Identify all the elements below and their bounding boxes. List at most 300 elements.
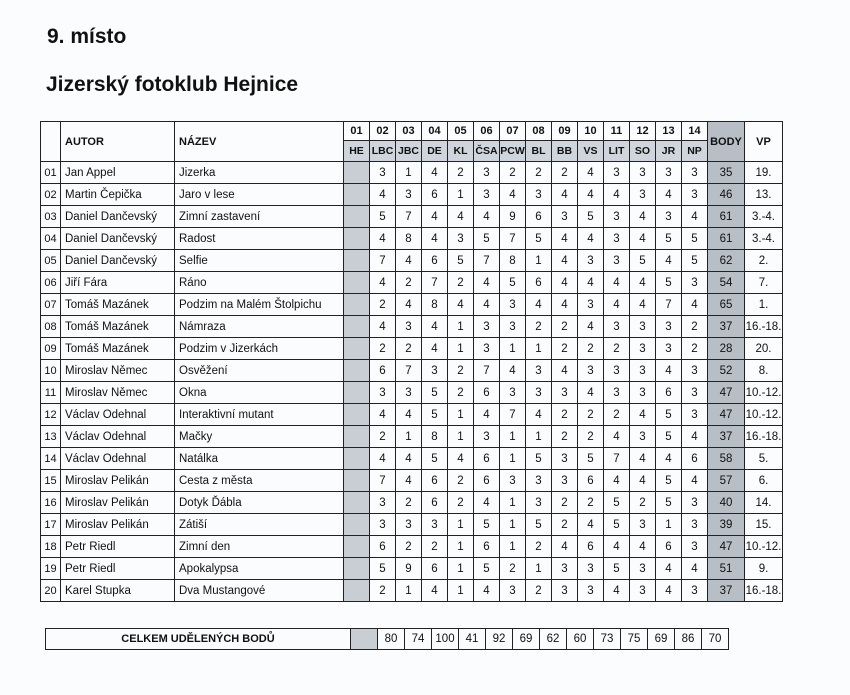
- score-cell: 1: [448, 338, 474, 360]
- judge-code: JBC: [396, 141, 422, 162]
- score-cell: 4: [656, 580, 682, 602]
- score-cell: 4: [370, 272, 396, 294]
- he-score-cell: [344, 470, 370, 492]
- score-cell: 3: [630, 558, 656, 580]
- score-cell: 6: [370, 360, 396, 382]
- score-cell: 6: [682, 448, 708, 470]
- vp-cell: 13.: [745, 184, 783, 206]
- vp-cell: 1.: [745, 294, 783, 316]
- score-cell: 1: [656, 514, 682, 536]
- total-value-cell: 80: [378, 629, 405, 650]
- body-cell: 51: [708, 558, 745, 580]
- score-cell: 3: [682, 272, 708, 294]
- he-score-cell: [344, 338, 370, 360]
- score-cell: 3: [682, 514, 708, 536]
- judge-number: 03: [396, 122, 422, 141]
- score-cell: 5: [422, 448, 448, 470]
- table-row: [41, 184, 783, 206]
- vp-cell: 15.: [745, 514, 783, 536]
- score-cell: 4: [474, 294, 500, 316]
- body-cell: 61: [708, 206, 745, 228]
- score-cell: 3: [552, 580, 578, 602]
- score-cell: 7: [370, 250, 396, 272]
- score-cell: 4: [578, 228, 604, 250]
- score-cell: 2: [396, 272, 422, 294]
- score-cell: 2: [578, 338, 604, 360]
- score-cell: 5: [578, 206, 604, 228]
- score-cell: 3: [474, 162, 500, 184]
- score-cell: 4: [578, 272, 604, 294]
- score-cell: 2: [552, 338, 578, 360]
- judge-number: 07: [500, 122, 526, 141]
- score-cell: 1: [448, 184, 474, 206]
- score-cell: 1: [448, 426, 474, 448]
- vp-cell: 10.-12.: [745, 536, 783, 558]
- body-cell: 39: [708, 514, 745, 536]
- score-cell: 1: [448, 316, 474, 338]
- score-cell: 2: [422, 536, 448, 558]
- he-score-cell: [344, 360, 370, 382]
- score-cell: 1: [448, 404, 474, 426]
- score-cell: 1: [500, 514, 526, 536]
- score-cell: 3: [370, 162, 396, 184]
- score-cell: 3: [552, 206, 578, 228]
- score-cell: 4: [552, 228, 578, 250]
- score-cell: 2: [552, 316, 578, 338]
- body-cell: 58: [708, 448, 745, 470]
- score-cell: 7: [370, 470, 396, 492]
- judge-code: BL: [526, 141, 552, 162]
- he-score-cell: [344, 228, 370, 250]
- he-score-cell: [344, 316, 370, 338]
- score-cell: 3: [500, 316, 526, 338]
- body-cell: 61: [708, 228, 745, 250]
- score-cell: 8: [396, 228, 422, 250]
- author-cell: Václav Odehnal: [61, 448, 175, 470]
- score-cell: 4: [474, 272, 500, 294]
- title-cell: Mačky: [175, 426, 344, 448]
- judge-number: 04: [422, 122, 448, 141]
- title-cell: Jaro v lese: [175, 184, 344, 206]
- score-cell: 3: [682, 382, 708, 404]
- score-cell: 5: [448, 250, 474, 272]
- judge-code: PCW: [500, 141, 526, 162]
- score-cell: 4: [630, 448, 656, 470]
- score-cell: 5: [682, 250, 708, 272]
- row-index: 16: [41, 492, 61, 514]
- score-cell: 6: [422, 250, 448, 272]
- title-cell: Cesta z města: [175, 470, 344, 492]
- score-cell: 2: [526, 580, 552, 602]
- score-cell: 5: [656, 228, 682, 250]
- score-cell: 3: [604, 162, 630, 184]
- score-cell: 2: [448, 272, 474, 294]
- author-cell: Tomáš Mazánek: [61, 294, 175, 316]
- score-cell: 7: [422, 272, 448, 294]
- author-cell: Jiří Fára: [61, 272, 175, 294]
- score-cell: 1: [396, 580, 422, 602]
- author-cell: Petr Riedl: [61, 558, 175, 580]
- score-cell: 4: [422, 338, 448, 360]
- score-cell: 1: [500, 536, 526, 558]
- score-cell: 5: [526, 514, 552, 536]
- score-cell: 4: [474, 580, 500, 602]
- score-cell: 3: [604, 206, 630, 228]
- score-cell: 4: [578, 162, 604, 184]
- author-cell: Tomáš Mazánek: [61, 316, 175, 338]
- score-cell: 4: [630, 536, 656, 558]
- score-cell: 5: [604, 558, 630, 580]
- title-cell: Natálka: [175, 448, 344, 470]
- score-cell: 3: [526, 382, 552, 404]
- score-cell: 3: [500, 470, 526, 492]
- title-cell: Apokalypsa: [175, 558, 344, 580]
- title-cell: Dotyk Ďábla: [175, 492, 344, 514]
- body-cell: 52: [708, 360, 745, 382]
- body-cell: 54: [708, 272, 745, 294]
- table-row: [41, 492, 783, 514]
- score-cell: 4: [682, 294, 708, 316]
- score-cell: 4: [604, 184, 630, 206]
- score-cell: 3: [604, 382, 630, 404]
- score-cell: 3: [552, 448, 578, 470]
- score-cell: 4: [396, 294, 422, 316]
- total-value-cell: 92: [486, 629, 513, 650]
- score-cell: 2: [526, 316, 552, 338]
- score-cell: 5: [656, 492, 682, 514]
- vp-cell: 16.-18.: [745, 316, 783, 338]
- score-cell: 2: [370, 426, 396, 448]
- vp-cell: 16.-18.: [745, 426, 783, 448]
- score-cell: 7: [474, 250, 500, 272]
- score-cell: 4: [500, 360, 526, 382]
- vp-cell: 20.: [745, 338, 783, 360]
- author-cell: Miroslav Pelikán: [61, 470, 175, 492]
- author-cell: Miroslav Pelikán: [61, 492, 175, 514]
- score-cell: 3: [604, 360, 630, 382]
- title-cell: Podzim na Malém Štolpichu: [175, 294, 344, 316]
- row-index: 09: [41, 338, 61, 360]
- score-cell: 1: [526, 426, 552, 448]
- score-cell: 2: [682, 316, 708, 338]
- author-header: AUTOR: [61, 122, 175, 162]
- score-cell: 3: [630, 316, 656, 338]
- title-cell: Interaktivní mutant: [175, 404, 344, 426]
- score-cell: 4: [396, 404, 422, 426]
- score-cell: 4: [422, 316, 448, 338]
- score-cell: 3: [656, 316, 682, 338]
- score-cell: 7: [396, 360, 422, 382]
- row-index: 15: [41, 470, 61, 492]
- he-score-cell: [344, 536, 370, 558]
- score-cell: 9: [500, 206, 526, 228]
- score-cell: 3: [630, 382, 656, 404]
- score-cell: 4: [682, 470, 708, 492]
- score-cell: 1: [500, 448, 526, 470]
- author-cell: Daniel Dančevský: [61, 228, 175, 250]
- row-index: 13: [41, 426, 61, 448]
- score-cell: 1: [500, 492, 526, 514]
- judge-code: LIT: [604, 141, 630, 162]
- judge-number: 01: [344, 122, 370, 141]
- score-cell: 3: [656, 206, 682, 228]
- place-heading: 9. místo: [47, 25, 127, 48]
- score-cell: 6: [474, 448, 500, 470]
- results-table: [40, 121, 783, 602]
- total-value-cell: 86: [675, 629, 702, 650]
- score-cell: 2: [604, 338, 630, 360]
- score-cell: 4: [656, 360, 682, 382]
- score-cell: 3: [526, 492, 552, 514]
- score-cell: 3: [604, 228, 630, 250]
- score-cell: 2: [682, 338, 708, 360]
- row-index: 12: [41, 404, 61, 426]
- score-cell: 5: [474, 228, 500, 250]
- score-cell: 5: [474, 558, 500, 580]
- score-cell: 8: [500, 250, 526, 272]
- judge-code: LBC: [370, 141, 396, 162]
- row-index: 14: [41, 448, 61, 470]
- score-cell: 5: [370, 558, 396, 580]
- author-cell: Tomáš Mazánek: [61, 338, 175, 360]
- score-cell: 2: [578, 492, 604, 514]
- score-cell: 2: [370, 338, 396, 360]
- score-cell: 4: [604, 272, 630, 294]
- score-cell: 1: [396, 162, 422, 184]
- score-cell: 3: [474, 426, 500, 448]
- row-index: 07: [41, 294, 61, 316]
- score-cell: 3: [396, 316, 422, 338]
- score-cell: 3: [526, 184, 552, 206]
- score-cell: 6: [578, 470, 604, 492]
- author-cell: Daniel Dančevský: [61, 206, 175, 228]
- score-cell: 3: [422, 514, 448, 536]
- score-cell: 3: [526, 360, 552, 382]
- score-cell: 4: [630, 404, 656, 426]
- table-row: [41, 272, 783, 294]
- score-cell: 2: [526, 162, 552, 184]
- title-cell: Okna: [175, 382, 344, 404]
- score-cell: 2: [552, 162, 578, 184]
- he-score-cell: [344, 184, 370, 206]
- club-heading: Jizerský fotoklub Hejnice: [46, 73, 299, 96]
- total-value-cell: 69: [648, 629, 675, 650]
- score-cell: 4: [578, 184, 604, 206]
- score-cell: 3: [552, 470, 578, 492]
- score-cell: 7: [500, 228, 526, 250]
- body-cell: 47: [708, 536, 745, 558]
- score-cell: 3: [630, 580, 656, 602]
- score-cell: 4: [422, 162, 448, 184]
- score-cell: 3: [552, 558, 578, 580]
- score-cell: 5: [370, 206, 396, 228]
- score-cell: 3: [500, 382, 526, 404]
- score-cell: 6: [656, 382, 682, 404]
- judge-number: 08: [526, 122, 552, 141]
- score-cell: 2: [578, 426, 604, 448]
- judge-number: 06: [474, 122, 500, 141]
- table-row: [41, 536, 783, 558]
- he-score-cell: [344, 382, 370, 404]
- score-cell: 2: [448, 492, 474, 514]
- he-score-cell: [344, 404, 370, 426]
- judge-code: NP: [682, 141, 708, 162]
- score-cell: 5: [656, 426, 682, 448]
- table-row: [41, 316, 783, 338]
- score-cell: 6: [370, 536, 396, 558]
- score-cell: 4: [474, 492, 500, 514]
- title-cell: Podzim v Jizerkách: [175, 338, 344, 360]
- score-cell: 1: [500, 338, 526, 360]
- score-cell: 2: [396, 338, 422, 360]
- he-score-cell: [344, 250, 370, 272]
- title-header: NÁZEV: [175, 122, 344, 162]
- score-cell: 1: [396, 426, 422, 448]
- score-cell: 3: [578, 558, 604, 580]
- score-cell: 3: [630, 184, 656, 206]
- score-cell: 1: [448, 536, 474, 558]
- body-header: BODY: [708, 122, 745, 162]
- score-cell: 2: [500, 162, 526, 184]
- total-value-cell: 75: [621, 629, 648, 650]
- score-cell: 4: [552, 250, 578, 272]
- vp-cell: 16.-18.: [745, 580, 783, 602]
- score-cell: 6: [422, 470, 448, 492]
- row-index: 02: [41, 184, 61, 206]
- total-value-cell: 100: [432, 629, 459, 650]
- he-score-cell: [344, 426, 370, 448]
- score-cell: 3: [552, 382, 578, 404]
- body-cell: 62: [708, 250, 745, 272]
- score-cell: 5: [656, 272, 682, 294]
- score-cell: 3: [656, 338, 682, 360]
- score-cell: 5: [656, 470, 682, 492]
- score-cell: 4: [578, 316, 604, 338]
- title-cell: Jizerka: [175, 162, 344, 184]
- vp-cell: 14.: [745, 492, 783, 514]
- he-score-cell: [344, 448, 370, 470]
- author-cell: Miroslav Pelikán: [61, 514, 175, 536]
- score-cell: 2: [500, 558, 526, 580]
- score-cell: 3: [630, 360, 656, 382]
- he-score-cell: [344, 558, 370, 580]
- score-cell: 4: [396, 250, 422, 272]
- score-cell: 3: [630, 162, 656, 184]
- score-cell: 3: [604, 250, 630, 272]
- judge-number: 11: [604, 122, 630, 141]
- judge-number: 09: [552, 122, 578, 141]
- table-row: [41, 162, 783, 184]
- score-cell: 3: [500, 580, 526, 602]
- score-cell: 4: [422, 580, 448, 602]
- score-cell: 8: [422, 294, 448, 316]
- score-cell: 2: [396, 492, 422, 514]
- score-cell: 5: [422, 382, 448, 404]
- table-row: [41, 294, 783, 316]
- he-score-cell: [344, 272, 370, 294]
- table-row: [41, 404, 783, 426]
- judge-code: BB: [552, 141, 578, 162]
- table-row: [41, 580, 783, 602]
- score-cell: 7: [396, 206, 422, 228]
- score-cell: 4: [604, 426, 630, 448]
- score-cell: 4: [682, 206, 708, 228]
- score-cell: 3: [578, 250, 604, 272]
- body-cell: 40: [708, 492, 745, 514]
- score-cell: 1: [526, 338, 552, 360]
- score-cell: 2: [448, 162, 474, 184]
- score-cell: 6: [422, 492, 448, 514]
- score-cell: 4: [682, 558, 708, 580]
- score-cell: 4: [370, 404, 396, 426]
- vp-cell: 6.: [745, 470, 783, 492]
- table-row: [41, 558, 783, 580]
- score-cell: 3: [630, 514, 656, 536]
- vp-cell: 5.: [745, 448, 783, 470]
- score-cell: 5: [526, 448, 552, 470]
- score-cell: 5: [526, 228, 552, 250]
- body-cell: 47: [708, 382, 745, 404]
- body-cell: 37: [708, 580, 745, 602]
- score-cell: 5: [500, 272, 526, 294]
- total-value-cell: 60: [567, 629, 594, 650]
- judge-number: 05: [448, 122, 474, 141]
- score-cell: 2: [370, 294, 396, 316]
- body-cell: 37: [708, 316, 745, 338]
- score-cell: 4: [526, 404, 552, 426]
- score-cell: 4: [656, 250, 682, 272]
- score-cell: 6: [474, 470, 500, 492]
- author-cell: Jan Appel: [61, 162, 175, 184]
- score-cell: 1: [448, 558, 474, 580]
- score-cell: 2: [552, 492, 578, 514]
- score-cell: 4: [552, 536, 578, 558]
- body-cell: 65: [708, 294, 745, 316]
- score-cell: 4: [656, 448, 682, 470]
- score-cell: 4: [552, 294, 578, 316]
- score-cell: 4: [552, 272, 578, 294]
- score-cell: 3: [396, 382, 422, 404]
- author-cell: Miroslav Němec: [61, 360, 175, 382]
- score-cell: 2: [448, 360, 474, 382]
- score-cell: 4: [630, 206, 656, 228]
- score-cell: 6: [422, 558, 448, 580]
- vp-cell: 10.-12.: [745, 404, 783, 426]
- score-cell: 5: [578, 448, 604, 470]
- author-cell: Daniel Dančevský: [61, 250, 175, 272]
- score-cell: 3: [656, 162, 682, 184]
- score-cell: 3: [630, 426, 656, 448]
- vp-cell: 9.: [745, 558, 783, 580]
- title-cell: Zimní den: [175, 536, 344, 558]
- score-cell: 2: [552, 426, 578, 448]
- score-cell: 4: [448, 206, 474, 228]
- table-row: [41, 382, 783, 404]
- judge-number: 10: [578, 122, 604, 141]
- judge-code: SO: [630, 141, 656, 162]
- vp-cell: 7.: [745, 272, 783, 294]
- score-cell: 3: [396, 184, 422, 206]
- score-cell: 9: [396, 558, 422, 580]
- he-score-cell: [344, 294, 370, 316]
- judge-code: HE: [344, 141, 370, 162]
- author-cell: Martin Čepička: [61, 184, 175, 206]
- score-cell: 5: [604, 514, 630, 536]
- score-cell: 4: [578, 382, 604, 404]
- vp-cell: 3.-4.: [745, 206, 783, 228]
- score-cell: 4: [526, 294, 552, 316]
- row-index: 17: [41, 514, 61, 536]
